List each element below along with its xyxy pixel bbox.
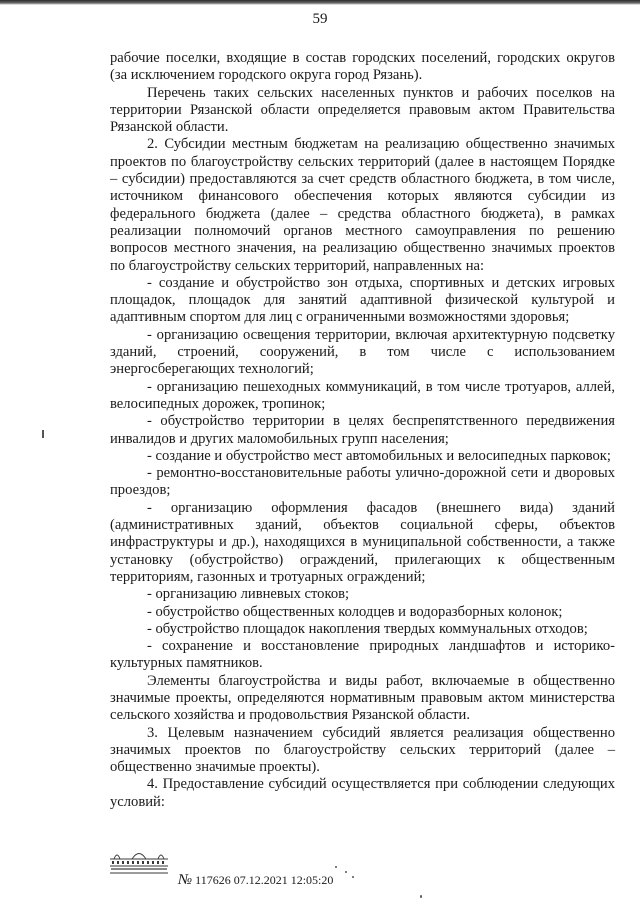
list-item-parking: - создание и обустройство мест автомобильных и велосипедных парковок;: [147, 447, 611, 464]
registration-text: 117626 07.12.2021 12:05:20: [195, 873, 334, 887]
paragraph-continuation: рабочие поселки, входящие в состав городских поселений, городских округов (за исключением городского округа город Рязань).: [110, 50, 615, 84]
scan-speck: [345, 871, 347, 873]
paragraph-elements: Элементы благоустройства и виды работ, включаемые в общественно значимые проекты, определяются нормативным правовым актом министерства сельского хозяйства и продовольствия Рязанской области.: [110, 672, 615, 724]
scan-top-edge: [0, 0, 640, 5]
list-item-facades: - организацию оформления фасадов (внешнего вида) зданий (административных зданий, объектов социальной сферы, объектов инфраструктуры и др.), находящихся в муниципальной собственности, а также установку (обустройство) ограждений, прилегающих к общественным территориям, газонных и тротуарных ограждений;: [110, 499, 615, 585]
list-item-road-repair: - ремонтно-восстановительные работы улично-дорожной сети и дворовых проездов;: [110, 465, 615, 499]
margin-mark: [42, 430, 44, 438]
list-item-recreation-zones: - создание и обустройство зон отдыха, спортивных и детских игровых площадок, площадок для занятий адаптивной физической культурой и адаптивным спортом для лиц с ограниченными возможностями здоровья;: [110, 274, 615, 326]
list-item-pedestrian: - организацию пешеходных коммуникаций, в том числе тротуаров, аллей, велосипедных дорожек, тропинок;: [110, 378, 615, 412]
registration-number: [178, 873, 333, 887]
paragraph-clause-3: 3. Целевым назначением субсидий является реализация общественно значимых проектов по благоустройству сельских территорий (далее – общественно значимые проекты).: [110, 724, 615, 776]
list-item-landscapes: - сохранение и восстановление природных ландшафтов и историко-культурных памятников.: [110, 638, 615, 672]
list-item-waste-sites: - обустройство площадок накопления твердых коммунальных отходов;: [147, 620, 588, 637]
list-item-lighting: - организацию освещения территории, включая архитектурную подсветку зданий, строений, сооружений, в том числе с использованием энергосберегающих технологий;: [110, 326, 615, 378]
paragraph-clause-4: 4. Предоставление субсидий осуществляется при соблюдении следующих условий:: [110, 776, 615, 810]
list-item-accessibility: - обустройство территории в целях беспрепятственного передвижения инвалидов и других маломобильных групп населения;: [110, 413, 615, 447]
scan-speck: [420, 895, 422, 898]
paragraph-list-definition: Перечень таких сельских населенных пунктов и рабочих поселков на территории Рязанской области определяется правовым актом Правительства Рязанской области.: [110, 84, 615, 136]
document-body: [110, 50, 615, 811]
registration-sign: №: [178, 872, 193, 888]
paragraph-clause-2: 2. Субсидии местным бюджетам на реализацию общественно значимых проектов по благоустройству сельских территорий (далее в настоящем Порядке – субсидии) предоставляются за счет средств областного бюджета, в том числе, источником финансового обеспечения которых являются субсидии из федерального бюджета (далее – средства областного бюджета), в рамках реализации полномочий органов местного самоуправления по решению вопросов местного значения, на реализацию общественно значимых проектов по благоустройству сельских территорий, направленных на:: [110, 136, 615, 274]
page-number: 59: [312, 11, 328, 27]
list-item-storm-drains: - организацию ливневых стоков;: [147, 586, 350, 603]
scan-speck: [352, 876, 354, 878]
scan-speck: [335, 866, 337, 868]
list-item-wells: - обустройство общественных колодцев и водоразборных колонок;: [147, 603, 563, 620]
registration-stamp-icon: [108, 847, 170, 877]
